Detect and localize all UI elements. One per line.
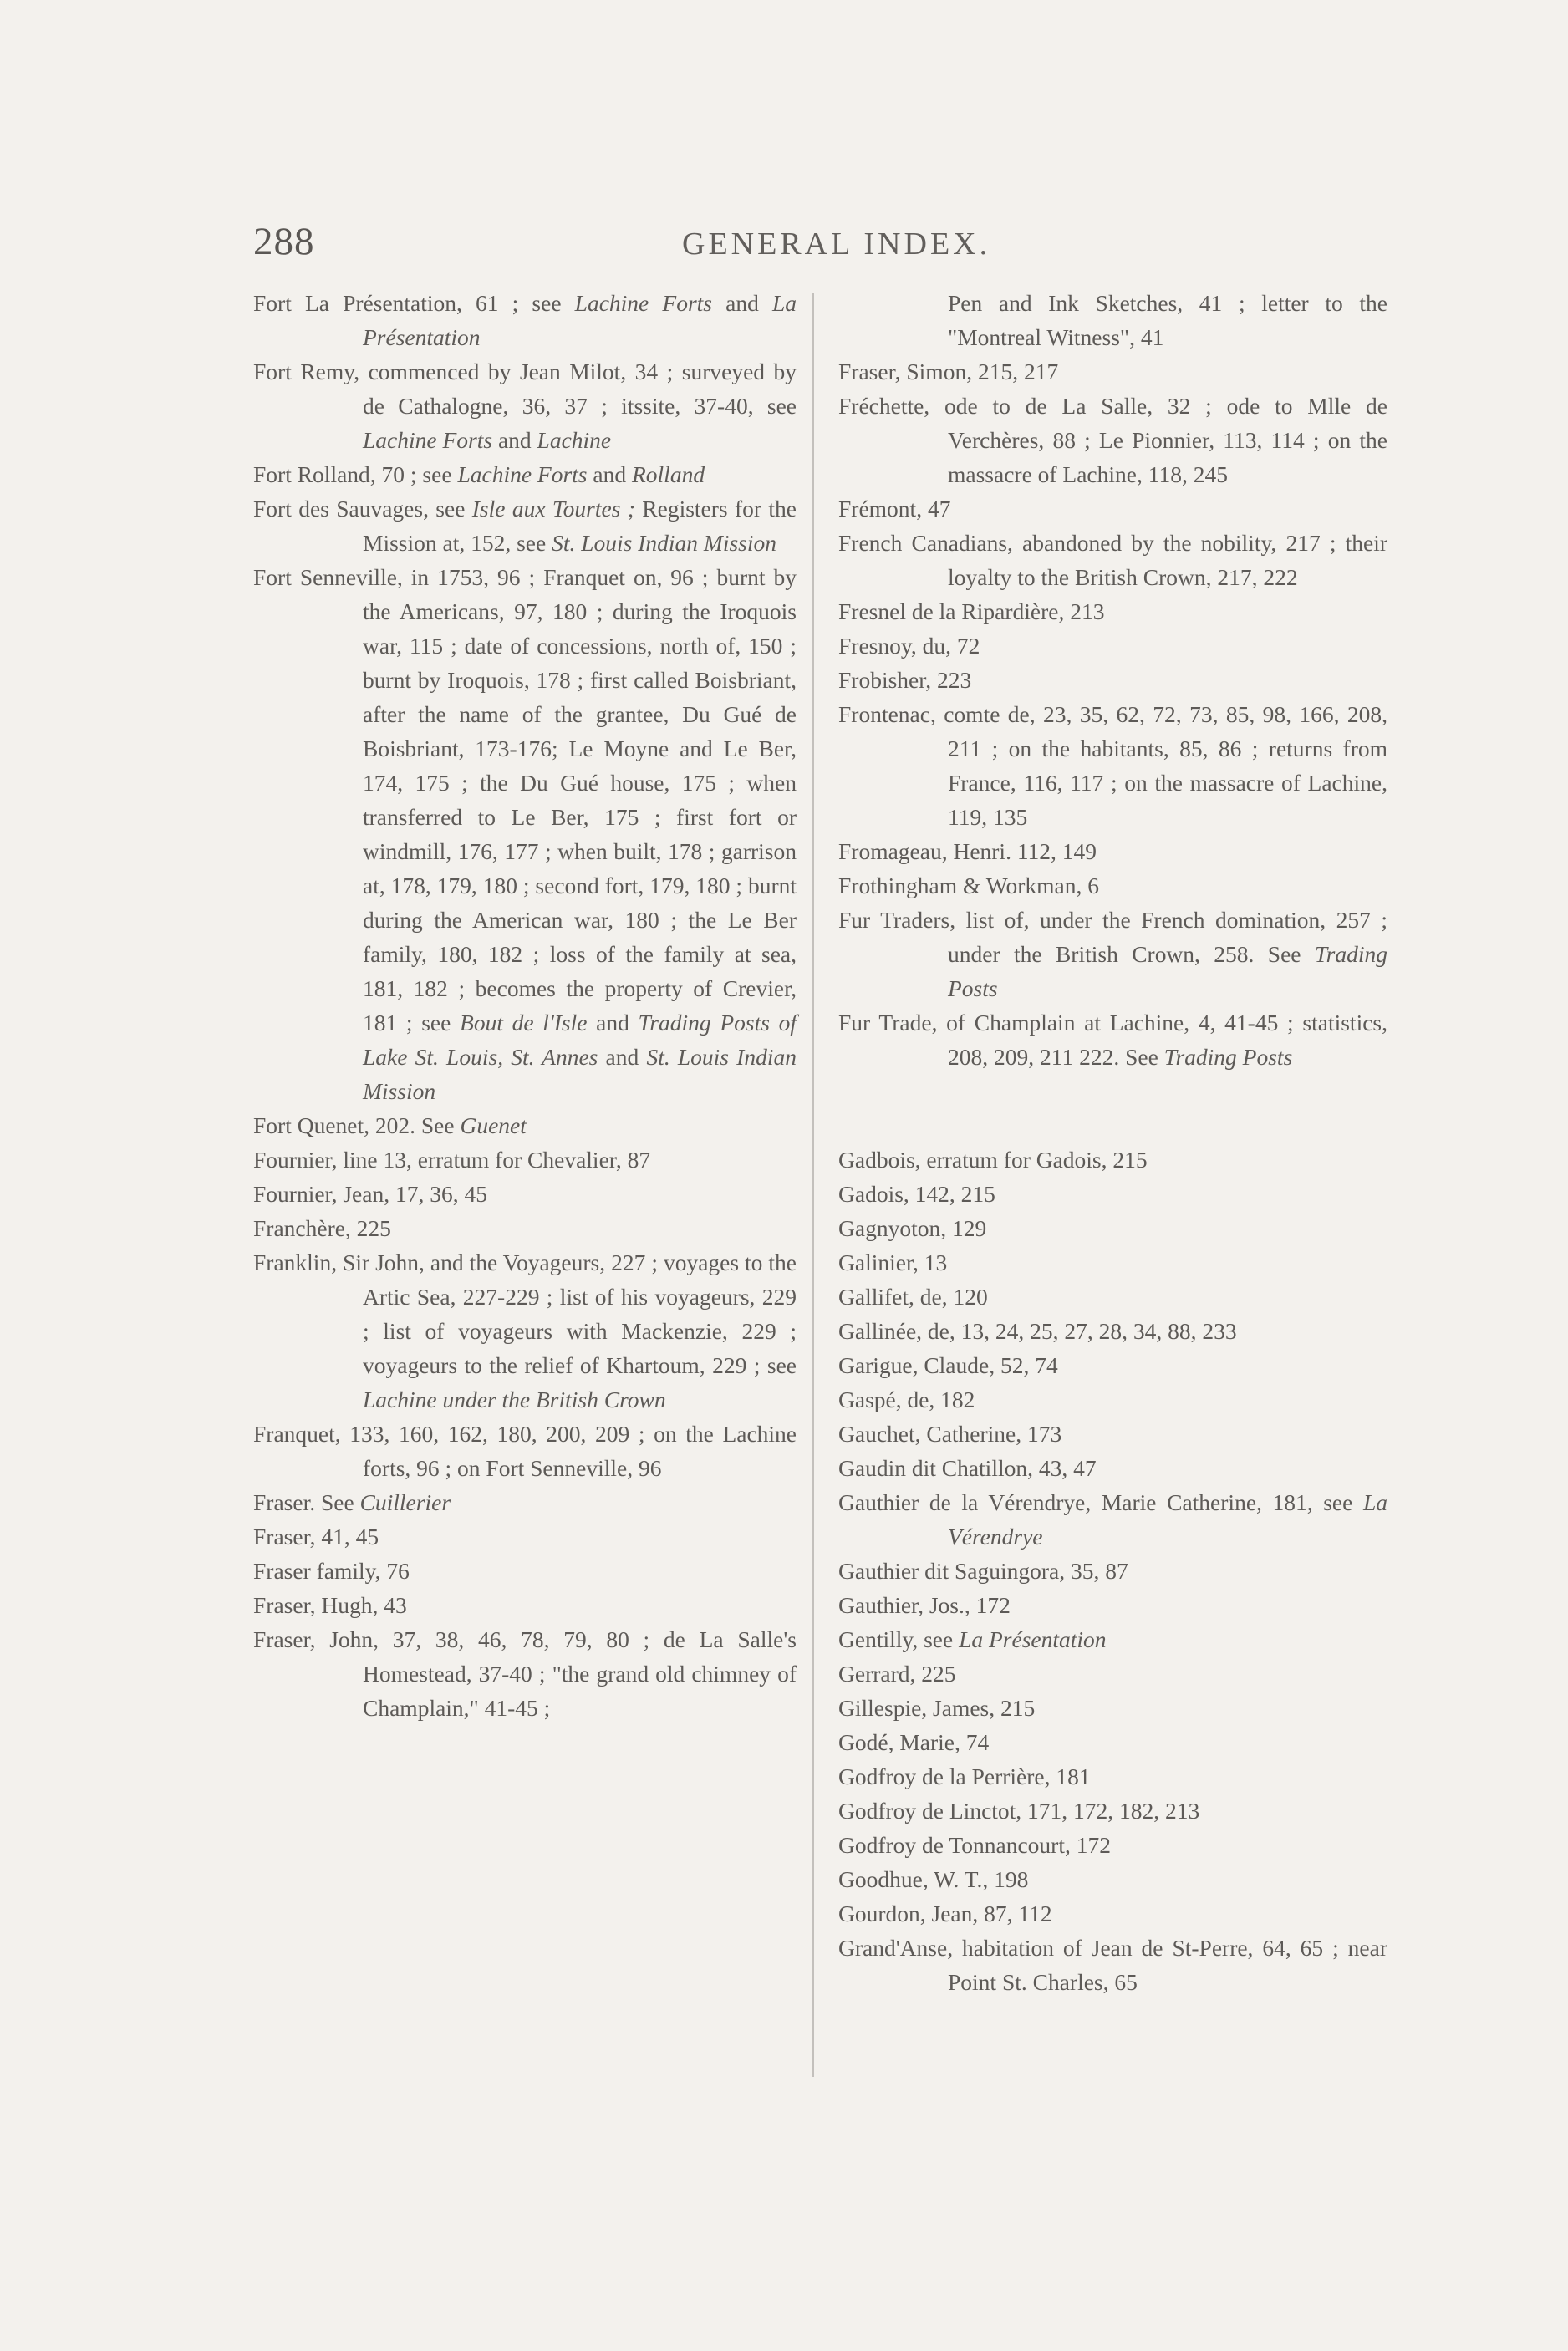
entry-text: Godé, Marie, 74: [838, 1729, 990, 1755]
index-entry: [838, 1554, 1387, 1588]
index-entry: [838, 1005, 1387, 1074]
entry-text: Grand'Anse, habitation of Jean de St-Perre, 64, 65 ; near Point St. Charles, 65: [838, 1935, 1387, 1995]
entry-text: Gerrard, 225: [838, 1661, 956, 1687]
cross-reference: Trading Posts: [948, 941, 1387, 1001]
entry-text: and: [598, 1044, 647, 1070]
index-entry: [838, 526, 1387, 594]
entry-text: Fort Rolland, 70 ; see: [253, 461, 458, 487]
index-entry: [838, 1314, 1387, 1348]
entry-text: Fraser, Hugh, 43: [253, 1592, 407, 1618]
entry-text: Fraser. See: [253, 1489, 360, 1515]
entry-text: Gaspé, de, 182: [838, 1387, 975, 1412]
entry-text: Gauthier dit Saguingora, 35, 87: [838, 1558, 1128, 1584]
index-entry: [838, 594, 1387, 628]
cross-reference: Trading Posts of Lake St. Louis, St. Annes: [363, 1010, 797, 1070]
cross-reference: Cuillerier: [359, 1489, 451, 1515]
entry-text: Gaudin dit Chatillon, 43, 47: [838, 1455, 1097, 1481]
cross-reference: Lachine under the British Crown: [363, 1387, 666, 1412]
index-entry: [838, 1417, 1387, 1451]
index-entry: [253, 560, 797, 1108]
entry-text: Registers for the Mission at, 152, see: [363, 496, 797, 556]
index-entry: [838, 1656, 1387, 1691]
entry-text: Gagnyoton, 129: [838, 1215, 987, 1241]
index-entry: [838, 1794, 1387, 1828]
cross-reference: Rolland: [631, 461, 705, 487]
index-entry: [838, 1896, 1387, 1931]
index-entry: [253, 1485, 797, 1519]
index-entry: [253, 491, 797, 560]
entry-text: Gadbois, erratum for Gadois, 215: [838, 1147, 1148, 1173]
entry-text: Franquet, 133, 160, 162, 180, 200, 209 ; on the Lachine forts, 96 ; on Fort Senneville, 96: [253, 1421, 797, 1481]
entry-text: Galinier, 13: [838, 1249, 948, 1275]
entry-text: Godfroy de la Perrière, 181: [838, 1763, 1091, 1789]
running-head-title: GENERAL INDEX.: [682, 226, 991, 262]
index-entry: [838, 834, 1387, 868]
entry-text: Frontenac, comte de, 23, 35, 62, 72, 73, 85, 98, 166, 208, 211 ; on the habitants, 85, 86 ; returns from France, 116, 117 ; on the massacre of Lachine, 119, 135: [838, 701, 1387, 830]
index-entry: [838, 1348, 1387, 1382]
cross-reference: Bout de l'Isle: [460, 1010, 588, 1036]
index-entry: [838, 1245, 1387, 1280]
entry-text: Fournier, Jean, 17, 36, 45: [253, 1181, 487, 1207]
entry-text: Godfroy de Linctot, 171, 172, 182, 213: [838, 1798, 1200, 1824]
index-entry: [253, 1417, 797, 1485]
entry-text: Fraser, Simon, 215, 217: [838, 359, 1059, 384]
entry-text: Garigue, Claude, 52, 74: [838, 1352, 1058, 1378]
entry-text: Goodhue, W. T., 198: [838, 1866, 1029, 1892]
index-entry: [838, 1588, 1387, 1622]
index-entry: [838, 1828, 1387, 1862]
cross-reference: Trading Posts: [1163, 1044, 1293, 1070]
cross-reference: St. Louis Indian Mission: [552, 530, 777, 556]
index-entry: [838, 1622, 1387, 1656]
index-entry: [838, 1759, 1387, 1794]
entry-text: Fur Trade, of Champlain at Lachine, 4, 41-45 ; statistics, 208, 209, 211 222. See: [838, 1010, 1387, 1070]
index-entry: [838, 389, 1387, 491]
entry-text: Fraser, John, 37, 38, 46, 78, 79, 80 ; de La Salle's Homestead, 37-40 ; "the grand old chimney of Champlain," 41-45 ;: [253, 1626, 797, 1721]
entry-text: Fournier, line 13, erratum for Chevalier, 87: [253, 1147, 651, 1173]
index-column-left: [253, 286, 797, 1725]
index-entry: [838, 628, 1387, 663]
index-entry: [253, 457, 797, 491]
entry-text: French Canadians, abandoned by the nobility, 217 ; their loyalty to the British Crown, 217, 222: [838, 530, 1387, 590]
index-entry: [253, 1177, 797, 1211]
index-entry: [838, 1691, 1387, 1725]
entry-text: Fort Quenet, 202. See: [253, 1112, 461, 1138]
index-entry: [838, 903, 1387, 1005]
entry-text: Fort Remy, commenced by Jean Milot, 34 ; surveyed by de Cathalogne, 36, 37 ; itssite, 37-40, see: [253, 359, 797, 419]
index-entry: [838, 1725, 1387, 1759]
cross-reference: St. Louis Indian Mission: [363, 1044, 797, 1104]
cross-reference: Lachine Forts: [457, 461, 588, 487]
cross-reference: Isle aux Tourtes ;: [471, 496, 635, 522]
entry-text: Pen and Ink Sketches, 41 ; letter to the "Montreal Witness", 41: [948, 290, 1387, 350]
entry-text: and: [492, 427, 537, 453]
index-entry: [838, 1211, 1387, 1245]
entry-text: Gauthier de la Vérendrye, Marie Catherine, 181, see: [838, 1489, 1363, 1515]
index-entry: [253, 1622, 797, 1725]
index-entry: [253, 1554, 797, 1588]
index-entry: [253, 354, 797, 457]
entry-text: and: [587, 461, 632, 487]
entry-text: Fréchette, ode to de La Salle, 32 ; ode to Mlle de Verchères, 88 ; Le Pionnier, 113, 114 ; on the massacre of Lachine, 118, 245: [838, 393, 1387, 487]
index-entry: [838, 868, 1387, 903]
index-section-f: [838, 286, 1387, 1074]
index-entry: [253, 1519, 797, 1554]
entry-text: Fresnoy, du, 72: [838, 633, 980, 659]
index-entry: [838, 1485, 1387, 1554]
cross-reference: Lachine: [537, 427, 612, 453]
entry-text: and: [711, 290, 772, 316]
entry-text: and: [587, 1010, 639, 1036]
cross-reference: Guenet: [460, 1112, 527, 1138]
index-entry: [838, 1862, 1387, 1896]
column-divider: [812, 293, 814, 2077]
entry-text: Gauthier, Jos., 172: [838, 1592, 1011, 1618]
entry-text: Fort La Présentation, 61 ; see: [253, 290, 575, 316]
index-entry: [253, 1245, 797, 1417]
entry-text: Gauchet, Catherine, 173: [838, 1421, 1062, 1447]
index-entry: [253, 1142, 797, 1177]
entry-text: Gourdon, Jean, 87, 112: [838, 1901, 1052, 1926]
entry-text: Fresnel de la Ripardière, 213: [838, 598, 1105, 624]
index-entry: [838, 491, 1387, 526]
cross-reference: La Présentation: [959, 1626, 1107, 1652]
entry-text: Gallinée, de, 13, 24, 25, 27, 28, 34, 88, 233: [838, 1318, 1237, 1344]
entry-text: Franchère, 225: [253, 1215, 391, 1241]
index-entry: [838, 354, 1387, 389]
entry-text: Fromageau, Henri. 112, 149: [838, 838, 1097, 864]
entry-text: Frothingham & Workman, 6: [838, 873, 1099, 898]
entry-text: Fort des Sauvages, see: [253, 496, 472, 522]
index-entry: [838, 1451, 1387, 1485]
entry-text: Fur Traders, list of, under the French domination, 257 ; under the British Crown, 258. See: [838, 907, 1387, 967]
page-header: [0, 219, 1568, 269]
cross-reference: La Vérendrye: [948, 1489, 1387, 1550]
index-entry: [838, 1931, 1387, 1999]
entry-text: Godfroy de Tonnancourt, 172: [838, 1832, 1111, 1858]
entry-text: Fort Senneville, in 1753, 96 ; Franquet on, 96 ; burnt by the Americans, 97, 180 ; during the Iroquois war, 115 ; date of concessions, north of, 150 ; burnt by Iroquois, 178 ; first called Boisbriant, after the name of the grantee, Du Gué de Boisbriant, 173-176; Le Moyne and Le Ber, 174, 175 ; the Du Gué house, 175 ; when transferred to Le Ber, 175 ; first fort or windmill, 176, 177 ; when built, 178 ; garrison at, 178, 179, 180 ; second fort, 179, 180 ; burnt during the American war, 180 ; the Le Ber family, 180, 182 ; loss of the family at sea, 181, 182 ; becomes the property of Crevier, 181 ; see: [253, 564, 797, 1036]
index-entry: [838, 697, 1387, 834]
cross-reference: Lachine Forts: [363, 427, 493, 453]
entry-text: Gillespie, James, 215: [838, 1695, 1036, 1721]
index-entry: [253, 1108, 797, 1142]
cross-reference: Lachine Forts: [574, 290, 712, 316]
index-column-right: [838, 286, 1387, 1999]
entry-text: Gallifet, de, 120: [838, 1284, 988, 1310]
entry-text: Fraser family, 76: [253, 1558, 410, 1584]
index-entry: [253, 1211, 797, 1245]
index-entry: [838, 1280, 1387, 1314]
cross-reference: La Présentation: [363, 290, 797, 350]
entry-text: Franklin, Sir John, and the Voyageurs, 227 ; voyages to the Artic Sea, 227-229 ; list of his voyageurs, 229 ; list of voyageurs with Mackenzie, 229 ; voyageurs to the relief of Khartoum, 229 ; see: [253, 1249, 797, 1378]
index-entry: [838, 1382, 1387, 1417]
index-entry: [838, 286, 1387, 354]
index-section-g: [838, 1142, 1387, 1999]
section-gap: [838, 1074, 1387, 1142]
index-entry: [253, 286, 797, 354]
entry-text: Frobisher, 223: [838, 667, 972, 693]
index-entry: [838, 663, 1387, 697]
entry-text: Gentilly, see: [838, 1626, 960, 1652]
index-entry: [838, 1177, 1387, 1211]
page-number: 288: [253, 220, 315, 263]
entry-text: Gadois, 142, 215: [838, 1181, 995, 1207]
entry-text: Fraser, 41, 45: [253, 1524, 379, 1550]
entry-text: Frémont, 47: [838, 496, 951, 522]
index-entry: [253, 1588, 797, 1622]
index-entry: [838, 1142, 1387, 1177]
